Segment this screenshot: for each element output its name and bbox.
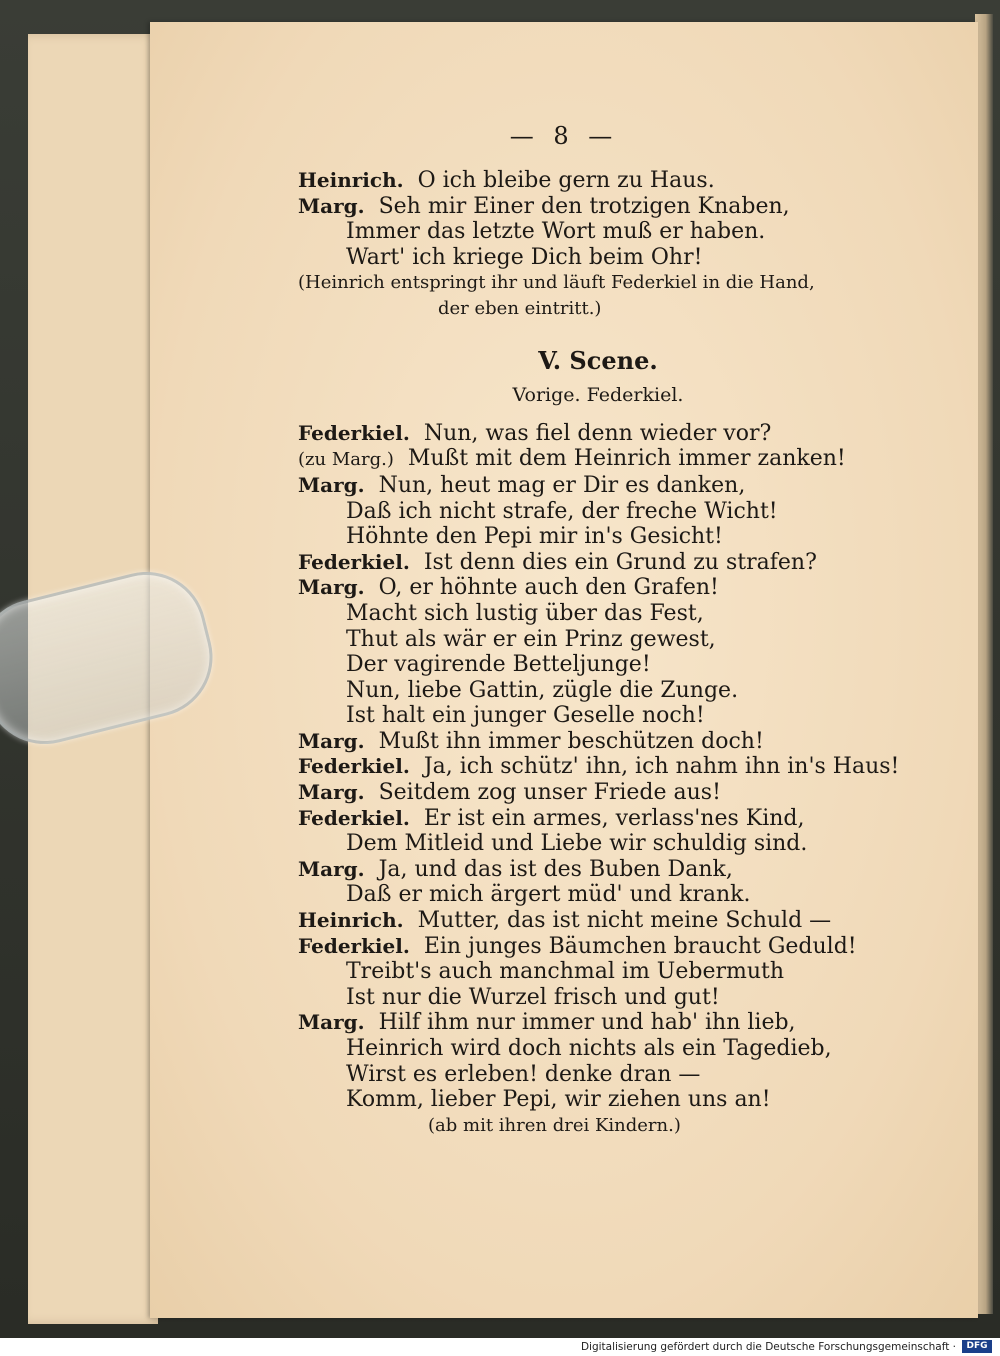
verse-text: Ja, und das ist des Buben Dank,	[378, 856, 733, 882]
speaker-label: Federkiel.	[298, 420, 410, 445]
text-line	[298, 245, 898, 271]
text-line	[298, 499, 898, 525]
scene-persons: Vorige. Federkiel.	[512, 384, 684, 407]
stage-direction-inline: (zu Marg.)	[298, 449, 394, 471]
verse-text: O, er höhnte auch den Grafen!	[378, 575, 719, 601]
text-line	[298, 601, 898, 627]
text-line	[298, 959, 898, 985]
speaker-label: Heinrich.	[298, 908, 404, 933]
speaker-label: Marg.	[298, 1010, 365, 1035]
verse-text: Mutter, das ist nicht meine Schuld —	[417, 908, 832, 934]
verse-text: Treibt's auch manchmal im Uebermuth	[346, 959, 785, 985]
page-text	[298, 168, 898, 1138]
text-line	[298, 754, 898, 780]
book-page	[150, 22, 978, 1318]
text-line	[298, 168, 898, 194]
text-line	[298, 1062, 898, 1088]
verse-text: Wirst es erleben! denke dran —	[346, 1061, 701, 1087]
text-line	[298, 908, 898, 934]
dialogue-block	[298, 421, 898, 1113]
text-line	[298, 446, 898, 473]
verse-text: Höhnte den Pepi mir in's Gesicht!	[346, 524, 723, 550]
verse-text: Heinrich wird doch nichts als ein Tagedieb,	[346, 1036, 832, 1061]
text-line	[298, 934, 898, 960]
exit-direction: (ab mit ihren drei Kindern.)	[428, 1114, 681, 1136]
verse-text: Nun, was fiel denn wieder vor?	[423, 420, 772, 446]
dfg-logo: DFG	[962, 1340, 992, 1353]
text-line	[298, 627, 898, 653]
verse-text: Thut als wär er ein Prinz gewest,	[346, 626, 716, 652]
footer-bar	[0, 1338, 1000, 1356]
footer-credit: Digitalisierung gefördert durch die Deutsche Forschungsgemeinschaft ·	[580, 1341, 956, 1353]
verse-text: Daß er mich ärgert müd' und krank.	[346, 882, 751, 908]
text-line	[298, 985, 898, 1011]
stage-direction: (Heinrich entspringt ihr und läuft Federkiel in die Hand,	[298, 272, 815, 294]
verse-text: Immer das letzte Wort muß er haben.	[346, 219, 766, 245]
text-line	[298, 219, 898, 245]
text-line	[298, 806, 898, 832]
verse-text: Wart' ich kriege Dich beim Ohr!	[346, 244, 703, 270]
speaker-label: Federkiel.	[298, 549, 410, 574]
speaker-label: Federkiel.	[298, 754, 410, 779]
text-line	[298, 652, 898, 678]
stage-direction: der eben eintritt.)	[438, 297, 602, 319]
text-line	[298, 550, 898, 576]
verse-text: Mußt mit dem Heinrich immer zanken!	[407, 446, 846, 472]
verse-text: Nun, heut mag er Dir es danken,	[378, 472, 746, 498]
speaker-label: Federkiel.	[298, 805, 410, 830]
text-line	[298, 678, 898, 704]
speaker-label: Marg.	[298, 472, 365, 497]
verse-text: Er ist ein armes, verlass'nes Kind,	[423, 805, 805, 831]
text-line	[298, 780, 898, 806]
verse-text: Ist denn dies ein Grund zu strafen?	[423, 549, 817, 575]
verse-text: Ist nur die Wurzel frisch und gut!	[346, 984, 720, 1010]
verse-text: Nun, liebe Gattin, zügle die Zunge.	[346, 677, 739, 703]
verse-text: Hilf ihm nur immer und hab' ihn lieb,	[378, 1010, 796, 1036]
speaker-label: Marg.	[298, 575, 365, 600]
verse-text: Der vagirende Betteljunge!	[346, 652, 651, 678]
verse-text: Dem Mitleid und Liebe wir schuldig sind.	[346, 831, 808, 857]
speaker-label: Heinrich.	[298, 168, 404, 192]
speaker-label: Marg.	[298, 728, 365, 753]
verse-text: Ist halt ein junger Geselle noch!	[346, 703, 705, 729]
text-line	[298, 703, 898, 729]
speaker-label: Marg.	[298, 856, 365, 881]
text-line	[298, 194, 898, 220]
text-line	[298, 1036, 898, 1062]
text-line	[298, 857, 898, 883]
text-line	[298, 882, 898, 908]
verse-text: O ich bleibe gern zu Haus.	[417, 168, 715, 193]
text-line	[298, 1010, 898, 1036]
text-line	[298, 421, 898, 447]
text-line	[298, 473, 898, 499]
speaker-label: Federkiel.	[298, 933, 410, 958]
text-line	[298, 575, 898, 601]
verse-text: Ja, ich schütz' ihn, ich nahm ihn in's Haus!	[423, 754, 900, 780]
page-number: — 8 —	[509, 122, 619, 150]
text-line	[298, 831, 898, 857]
speaker-label: Marg.	[298, 780, 365, 805]
verse-text: Komm, lieber Pepi, wir ziehen uns an!	[346, 1087, 771, 1113]
verse-text: Mußt ihn immer beschützen doch!	[378, 728, 764, 754]
text-line	[298, 1087, 898, 1113]
text-line	[298, 524, 898, 550]
verse-text: Seh mir Einer den trotzigen Knaben,	[378, 193, 790, 219]
verse-text: Seitdem zog unser Friede aus!	[378, 780, 721, 806]
text-line	[298, 729, 898, 755]
verse-text: Ein junges Bäumchen braucht Geduld!	[423, 933, 857, 959]
verse-text: Daß ich nicht strafe, der freche Wicht!	[346, 498, 778, 524]
scene-title: V. Scene.	[538, 345, 658, 375]
speaker-label: Marg.	[298, 193, 365, 218]
verse-text: Macht sich lustig über das Fest,	[346, 600, 704, 626]
